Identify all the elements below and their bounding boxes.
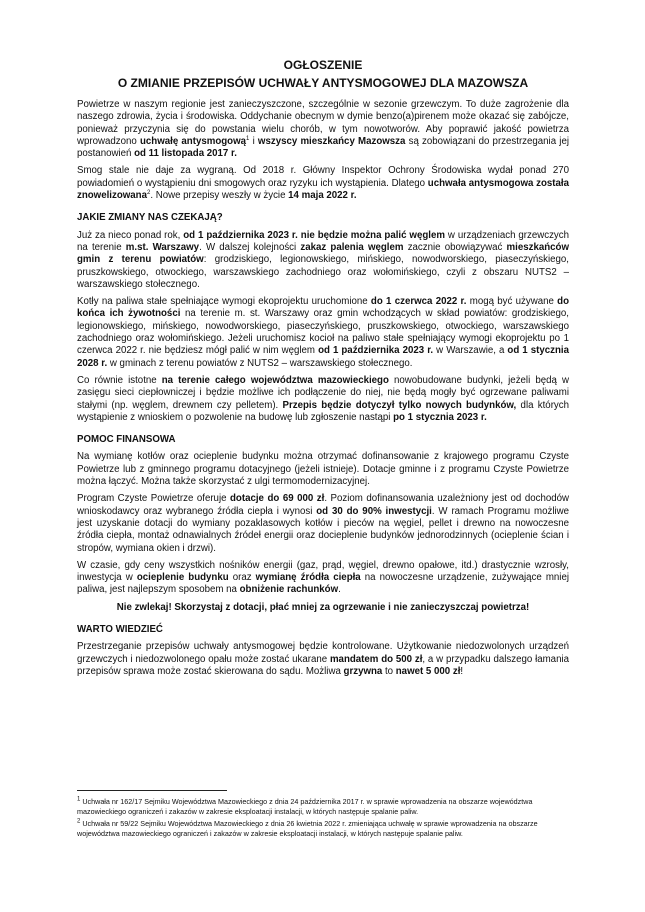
emphasis-text: m.st. Warszawy [125,241,200,253]
emphasis-text: wymianę źródła ciepła [255,572,361,584]
footnote-1 [77,797,569,816]
page-subtitle: O ZMIANIE PRZEPISÓW UCHWAŁY ANTYSMOGOWEJ DLA MAZOWSZA [117,76,529,90]
emphasis-text: 14 maja 2022 r. [288,190,357,202]
emphasis-text: po 1 stycznia 2023 r. [393,411,487,423]
body-text: zacznie obowiązywać [403,241,507,253]
section-heading-changes: JAKIE ZMIANY NAS CZEKAJĄ? [77,212,223,224]
emphasis-text: uchwałę antysmogową [139,135,247,147]
body-text: oraz [228,572,256,584]
emphasis-text: od 11 listopada 2017 r. [134,148,237,160]
body-text: mogą być używane [466,296,558,308]
page-title: OGŁOSZENIE [283,58,363,72]
worth-knowing-paragraph-1 [77,641,569,678]
emphasis-text: od 1 października 2023 r. nie będzie można palić węglem [183,229,445,241]
footnote-2 [77,819,569,838]
emphasis-text: od 1 stycznia 2028 r. [77,345,569,369]
body-text: nowobudowane budynki, jeżeli będą w zasięgu sieci ciepłowniczej i będzie możliwe ich podłączenie do niej, nie będą mogły być ogrzewane paliwami stałymi (np. węglem, drewnem czy pelletem). [77,374,569,411]
body-text: W czasie, gdy ceny wszystkich nośników energii (gaz, prąd, węgiel, drewno opałowe, itd.) drastycznie wzrosły, inwestycja w [77,559,569,584]
footnote-ref: 1 [77,796,81,803]
body-text: , a w przypadku dalszego łamania przepisów sprawa może zostać skierowana do sądu. Możliwa [77,653,569,677]
body-text: : grodziskiego, legionowskiego, mińskiego, nowodworskiego, piaseczyńskiego, pruszkowskiego, otwockiego, warszawskiego zachodniego oraz wołomińskiego, czyli z obszaru NUTS2 – warszawskiego stołecznego. [77,254,570,290]
emphasis-text: grzywna [343,665,383,677]
section-heading-worth-knowing: WARTO WIEDZIEĆ [77,623,163,635]
body-text: . W dalszej kolejności [199,241,301,253]
intro-paragraph-2 [77,165,569,202]
body-text: . [338,584,341,596]
financial-paragraph-2 [77,493,569,554]
body-text: . Nowe przepisy weszły w życie [150,190,289,202]
financial-section [77,434,569,614]
emphasis-text: mieszkańców gmin z terenu powiatów [77,241,569,266]
intro-paragraph-1 [77,99,569,160]
body-text: Co równie istotne [77,374,162,386]
body-text: ! [460,665,464,677]
body-text: Program Czyste Powietrze oferuje [77,493,231,505]
body-text: w urządzeniach grzewczych na terenie [77,229,570,253]
footnote-ref: 2 [146,189,151,196]
body-text: Uchwała nr 59/22 Sejmiku Województwa Mazowieckiego z dnia 26 kwietnia 2022 r. zmieniająca uchwałę w sprawie wprowadzenia na obszarze województwa mazowieckiego ograniczeń i zakazów w zakresie eksploatacji instalacji, w których następuje spalanie paliw. [77,819,538,838]
emphasis-text: ocieplenie budynku [136,572,229,584]
section-heading-financial: POMOC FINANSOWA [77,434,176,446]
body-text: Uchwała nr 162/17 Sejmiku Województwa Mazowieckiego z dnia 24 października 2017 r. w sprawie wprowadzenia na obszarze województwa mazowieckiego ograniczeń i zakazów w zakresie eksploatacji instalacji, w których następuje spalanie paliw. [77,797,533,816]
footnote-divider [77,790,227,791]
body-text: to [382,665,396,677]
financial-paragraph-3 [77,560,569,597]
body-text: Powietrze w naszym regionie jest zanieczyszczone, szczególnie w sezonie grzewczym. To duże zagrożenie dla naszego zdrowia, życia i środowiska. Oddychanie obecnym w dymie benzo(a)pirenem może okazać się zabójcze, ponieważ przyczynia się do powstania wielu chorób, w tym nowotworów. Aby poprawić jakość powietrza wprowadzono [77,99,569,147]
body-text: Smog stale nie daje za wygraną. Od 2018 r. Główny Inspektor Ochrony Środowiska wydał ponad 270 powiadomień o wystąpieniu dni smogowych oraz ryzyku ich wystąpienia. Dlatego [77,165,569,189]
emphasis-text: dotacje do 69 000 zł [230,493,325,505]
emphasis-text: zakaz palenia węglem [300,241,404,253]
body-text: i [249,135,258,147]
financial-paragraph-1 [77,451,569,488]
emphasis-text: uchwała antysmogowa została znowelizowana [77,177,570,202]
emphasis-text: do końca ich żywotności [77,296,569,320]
footnotes [77,790,569,841]
footnote-ref: 2 [77,818,81,825]
body-text: w Warszawie, a [433,345,508,357]
changes-section [77,212,569,424]
body-text: w gminach z terenu powiatów z NUTS2 – warszawskiego stołecznego. [107,357,413,369]
body-text: dla których wystąpienie z wnioskiem o pozwolenie na budowę lub zgłoszenie nastąpi [77,399,569,423]
emphasis-text: Przepis będzie dotyczył tylko nowych budynków, [282,399,517,411]
emphasis-text: obniżenie rachunków [239,584,339,596]
body-text: na terenie m. st. Warszawy oraz gmin wchodzących w skład powiatów: grodziskiego, legionowskiego, mińskiego, nowodworskiego, piaseczyńskiego, pruszkowskiego, otwockiego, warszawskiego zachodniego oraz wołomińskiego. Jeżeli uruchomisz kocioł na paliwo stałe spełniający wymogi ekoprojektu po 1 czerwca 2022 r. nie będziesz mógł palić w nim węglem [77,308,570,357]
emphasis-text: na terenie całego województwa mazowieckiego [161,374,389,386]
body-text: . Poziom dofinansowania uzależniony jest od dochodów wnioskodawcy oraz wybranego źródła ciepła i wynosi [77,493,569,517]
body-text: na nowoczesne urządzenie, zużywające mniej paliwa, jest najlepszym sposobem na [77,572,569,596]
body-text: są zobowiązani do przestrzegania jej postanowień [77,135,569,160]
changes-paragraph-1 [77,230,569,291]
emphasis-text: nawet 5 000 zł [395,665,461,677]
body-text: Kotły na paliwa stałe spełniające wymogi ekoprojektu uruchomione [77,296,371,308]
changes-paragraph-3 [77,375,569,424]
intro-section [77,99,569,202]
emphasis-text: wszyscy mieszkańcy Mazowsza [257,135,406,147]
emphasis-text: od 1 października 2023 r. [318,345,434,357]
changes-paragraph-2 [77,296,569,370]
emphasis-text: do 1 czerwca 2022 r. [370,296,467,308]
body-text: Przestrzeganie przepisów uchwały antysmogowej będzie kontrolowane. Użytkowanie niedozwolonych urządzeń grzewczych i niedozwolonego opału może zostać ukarane [77,641,569,665]
body-text: Na wymianę kotłów oraz ocieplenie budynku można otrzymać dofinansowanie z krajowego programu Czyste Powietrze lub z gminnego programu dotacyjnego (jeżeli istnieje). Dotacje gminne i z programu Czyste Powietrze można łączyć. Można także skorzystać z ulgi termomodernizacyjnej. [77,451,569,488]
worth-knowing-section [77,624,569,678]
body-text: . W ramach Programu możliwe jest uzyskanie dotacji do wymiany pozaklasowych kotłów i pieców na węgiel, pellet i drewno na nowoczesne źródła ciepła, montaż odnawialnych źródeł energii oraz docieplenie budynków jednorodzinnych (ocieplenie ścian i stropów, wymiana okien i drzwi). [77,505,570,554]
body-text: Już za nieco ponad rok, [77,229,184,241]
slogan: Nie zwlekaj! Skorzystaj z dotacji, płać mniej za ogrzewanie i nie zanieczyszczaj powietrza! [116,601,530,613]
emphasis-text: od 30 do 90% inwestycji [316,505,432,517]
document-page [77,58,569,688]
footnote-ref: 1 [246,135,250,142]
emphasis-text: mandatem do 500 zł [329,653,423,665]
